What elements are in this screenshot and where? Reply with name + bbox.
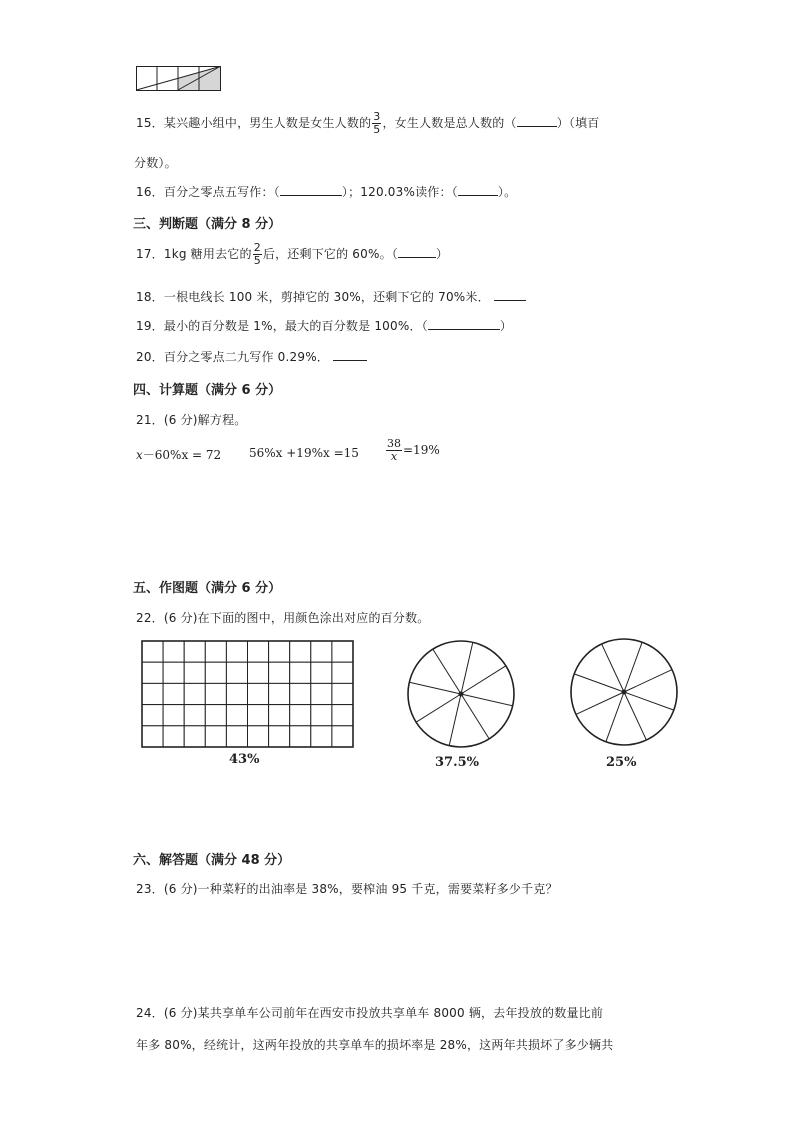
circle-2-caption: 25% <box>606 755 637 770</box>
grid-cell[interactable] <box>205 683 226 704</box>
grid-cell[interactable] <box>290 726 311 747</box>
grid-cell[interactable] <box>269 683 290 704</box>
grid-cell[interactable] <box>142 641 163 662</box>
q20-answer-blank[interactable] <box>333 349 367 361</box>
grid-cell[interactable] <box>248 662 269 683</box>
grid-cell[interactable] <box>332 662 353 683</box>
grid-cell[interactable] <box>142 726 163 747</box>
q15-prefix: 15．某兴趣小组中，男生人数是女生人数的 <box>136 116 372 130</box>
grid-cell[interactable] <box>226 662 247 683</box>
q17-end: ） <box>435 247 449 261</box>
q19-answer-blank[interactable] <box>428 318 500 330</box>
eq3-rest: =19% <box>403 443 440 457</box>
section-4-title: 四、计算题（满分 6 分） <box>133 383 282 398</box>
q16-answer-blank-1[interactable] <box>280 184 342 196</box>
question-21: 21．(6 分)解方程。 <box>136 413 247 427</box>
grid-cell[interactable] <box>311 683 332 704</box>
grid-cell[interactable] <box>184 705 205 726</box>
grid-cell[interactable] <box>311 705 332 726</box>
q17-answer-blank[interactable] <box>398 246 436 258</box>
circle-1-caption: 37.5% <box>435 755 480 770</box>
grid-cell[interactable] <box>311 662 332 683</box>
question-24-line-2: 年多 80%，经统计，这两年投放的共享单车的损坏率是 28%，这两年共损坏了多少辆共 <box>136 1038 614 1052</box>
grid-cell[interactable] <box>184 726 205 747</box>
equation-1 <box>136 446 221 463</box>
q15-fraction <box>372 111 381 136</box>
grid-cell[interactable] <box>332 726 353 747</box>
q17-middle: 后，还剩下它的 60%。（ <box>262 247 398 261</box>
q15-middle: ，女生人数是总人数的（ <box>382 116 517 130</box>
grid-cell[interactable] <box>163 705 184 726</box>
q15-end: ）（填百 <box>556 116 600 130</box>
eq1-variable: x <box>136 448 143 462</box>
grid-cell[interactable] <box>248 726 269 747</box>
q17-frac-numerator: 2 <box>253 241 261 254</box>
percent-circle-figure-1[interactable] <box>405 638 517 750</box>
grid-cell[interactable] <box>163 726 184 747</box>
q15-frac-numerator: 3 <box>373 110 381 123</box>
q16-end: ）。 <box>497 185 517 199</box>
grid-cell[interactable] <box>142 683 163 704</box>
grid-cell[interactable] <box>163 641 184 662</box>
grid-cell[interactable] <box>290 683 311 704</box>
grid-cell[interactable] <box>248 683 269 704</box>
eq3-fraction <box>386 438 402 463</box>
q17-frac-denominator: 5 <box>253 254 261 267</box>
top-strip-figure <box>136 66 222 92</box>
grid-cell[interactable] <box>205 726 226 747</box>
question-19 <box>136 317 512 334</box>
q16-answer-blank-2[interactable] <box>458 184 498 196</box>
grid-cell[interactable] <box>269 705 290 726</box>
q20-text: 20．百分之零点二九写作 0.29%． <box>136 350 330 364</box>
question-16 <box>136 183 516 200</box>
section-5-title: 五、作图题（满分 6 分） <box>133 581 282 596</box>
question-15 <box>136 111 600 136</box>
grid-cell[interactable] <box>184 641 205 662</box>
question-23: 23．(6 分)一种菜籽的出油率是 38%，要榨油 95 千克，需要菜籽多少千克？ <box>136 882 558 896</box>
grid-cell[interactable] <box>332 683 353 704</box>
grid-cell[interactable] <box>142 662 163 683</box>
q18-answer-blank[interactable] <box>494 289 526 301</box>
grid-cell[interactable] <box>269 726 290 747</box>
grid-cell[interactable] <box>332 641 353 662</box>
grid-cell[interactable] <box>226 726 247 747</box>
grid-cell[interactable] <box>226 705 247 726</box>
grid-cell[interactable] <box>205 705 226 726</box>
question-18 <box>136 288 526 305</box>
q17-prefix: 17．1kg 糖用去它的 <box>136 247 252 261</box>
question-17 <box>136 242 448 267</box>
q17-fraction <box>253 242 262 267</box>
grid-cell[interactable] <box>290 705 311 726</box>
grid-cell[interactable] <box>184 662 205 683</box>
grid-cell[interactable] <box>163 683 184 704</box>
q15-frac-denominator: 5 <box>373 123 381 136</box>
q19-end: ） <box>499 319 513 333</box>
percent-grid-figure[interactable] <box>141 640 354 748</box>
question-22: 22．(6 分)在下面的图中，用颜色涂出对应的百分数。 <box>136 611 430 625</box>
grid-cell[interactable] <box>163 662 184 683</box>
q16-middle: ）；120.03%读作：（ <box>341 185 458 199</box>
question-15-continued: 分数）。 <box>134 156 177 170</box>
grid-cell[interactable] <box>226 641 247 662</box>
grid-cell[interactable] <box>332 705 353 726</box>
q19-text: 19．最小的百分数是 1%，最大的百分数是 100%．（ <box>136 319 428 333</box>
grid-cell[interactable] <box>311 726 332 747</box>
equation-3 <box>385 438 440 463</box>
grid-cell[interactable] <box>311 641 332 662</box>
q18-text: 18．一根电线长 100 米，剪掉它的 30%，还剩下它的 70%米． <box>136 290 490 304</box>
grid-cell[interactable] <box>269 641 290 662</box>
grid-cell[interactable] <box>248 705 269 726</box>
circle-1-center-dot <box>459 692 463 696</box>
grid-cell[interactable] <box>290 641 311 662</box>
grid-cell[interactable] <box>205 662 226 683</box>
grid-caption: 43% <box>229 752 260 767</box>
grid-cell[interactable] <box>226 683 247 704</box>
percent-circle-figure-2[interactable] <box>568 636 680 748</box>
q16-prefix: 16．百分之零点五写作：（ <box>136 185 280 199</box>
circle-2-center-dot <box>622 690 626 694</box>
grid-cell[interactable] <box>184 683 205 704</box>
question-20 <box>136 348 367 365</box>
grid-cell[interactable] <box>248 641 269 662</box>
section-6-title: 六、解答题（满分 48 分） <box>133 853 291 868</box>
grid-cell[interactable] <box>269 662 290 683</box>
equation-2: 56%x +19%x =15 <box>249 446 359 460</box>
eq1-rest: －60%x = 72 <box>142 448 222 462</box>
eq3-denominator: x <box>390 450 398 463</box>
q15-answer-blank[interactable] <box>517 115 557 127</box>
grid-cell[interactable] <box>142 705 163 726</box>
question-24-line-1: 24．(6 分)某共享单车公司前年在西安市投放共享单车 8000 辆，去年投放的数量比前 <box>136 1006 604 1020</box>
grid-cell[interactable] <box>205 641 226 662</box>
grid-cell[interactable] <box>290 662 311 683</box>
section-3-title: 三、判断题（满分 8 分） <box>133 217 282 232</box>
eq3-numerator: 38 <box>387 437 401 450</box>
